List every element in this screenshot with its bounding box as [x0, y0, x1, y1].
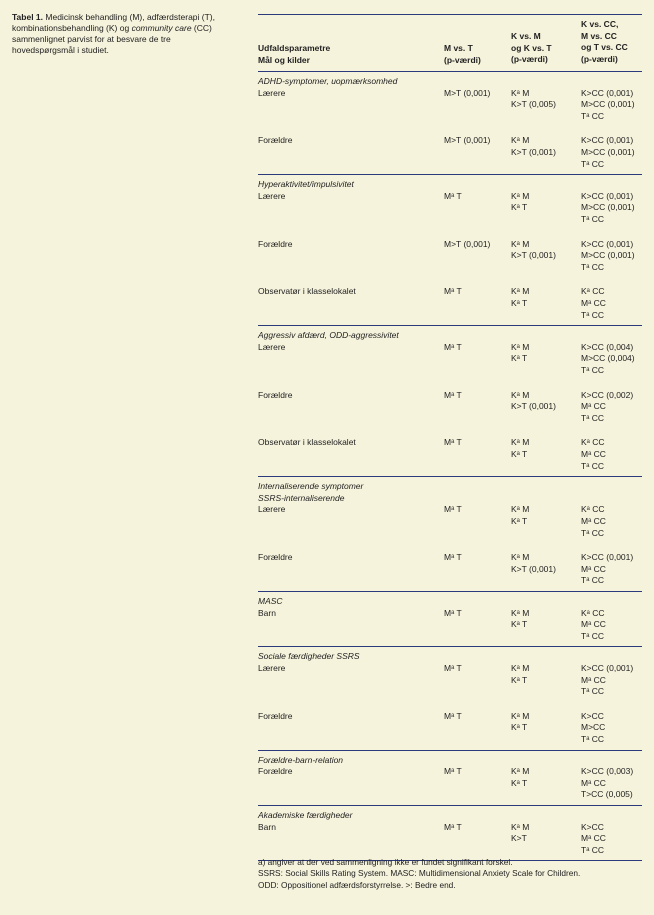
comparison-table — [258, 14, 642, 861]
k-vs-m-t-cell — [511, 286, 529, 309]
m-vs-t-cell — [444, 608, 462, 620]
table-body — [258, 72, 642, 861]
row-label: Barn — [258, 607, 276, 618]
k-vs-m-t-cell-line: Kᵃ M — [511, 766, 530, 777]
caption-text: Medicinsk behandling (M), adfærdsterapi (T), kombinationsbehandling (K) og — [12, 12, 215, 33]
header-outcome — [258, 43, 330, 66]
vs-cc-cell-line: Tᵃ CC — [581, 460, 604, 471]
section-title: MASC — [258, 595, 283, 606]
vs-cc-cell-line: M>CC (0,001) — [581, 202, 635, 213]
k-vs-m-t-cell-line: Kᵃ T — [511, 777, 528, 788]
m-vs-t-cell-line: Mᵃ T — [444, 662, 462, 673]
table-section — [258, 647, 642, 750]
vs-cc-cell-line: M>CC (0,001) — [581, 250, 635, 261]
vs-cc-cell-line: Kᵃ CC — [581, 504, 605, 515]
table-row — [258, 239, 642, 287]
footnote: a) angiver at der ved sammenligning ikke er fundet signifikant forskel. — [258, 857, 513, 867]
table-section — [258, 592, 642, 647]
section-title: Sociale færdigheder SSRS — [258, 651, 360, 662]
k-vs-m-t-cell-line: Kᵃ M — [511, 135, 530, 146]
k-vs-m-t-cell — [511, 711, 529, 734]
table-row — [258, 390, 642, 438]
k-vs-m-t-cell — [511, 135, 556, 158]
m-vs-t-cell-line: Mᵃ T — [444, 766, 462, 777]
k-vs-m-t-cell-line: Kᵃ T — [511, 353, 528, 364]
k-vs-m-t-cell-line: Kᵃ T — [511, 297, 528, 308]
m-vs-t-cell — [444, 191, 462, 203]
vs-cc-cell-line: K>CC (0,004) — [581, 341, 634, 352]
k-vs-m-t-cell-line: Kᵃ M — [511, 437, 530, 448]
row-label: Forældre — [258, 135, 293, 146]
row-label: Barn — [258, 821, 276, 832]
vs-cc-cell — [581, 437, 606, 472]
vs-cc-cell — [581, 766, 633, 801]
table-row — [258, 822, 642, 857]
k-vs-m-t-cell-line: Kᵃ M — [511, 662, 530, 673]
table-row — [258, 766, 642, 801]
m-vs-t-cell-line: Mᵃ T — [444, 504, 462, 515]
table-row — [258, 711, 642, 746]
table-row — [258, 552, 642, 587]
vs-cc-cell-line: Kᵃ CC — [581, 437, 605, 448]
vs-cc-cell-line: Tᵃ CC — [581, 158, 604, 169]
vs-cc-cell-line: K>CC (0,001) — [581, 238, 634, 249]
vs-cc-cell — [581, 663, 633, 698]
header-k-vs-m — [511, 31, 552, 66]
vs-cc-cell-line: Tᵃ CC — [581, 527, 604, 538]
vs-cc-cell-line: T>CC (0,005) — [581, 789, 633, 800]
row-label: Forældre — [258, 710, 293, 721]
table-section — [258, 72, 642, 175]
m-vs-t-cell-line: Mᵃ T — [444, 710, 462, 721]
vs-cc-cell — [581, 711, 605, 746]
k-vs-m-t-cell-line: Kᵃ T — [511, 619, 528, 630]
k-vs-m-t-cell-line: Kᵃ M — [511, 389, 530, 400]
k-vs-m-t-cell-line: Kᵃ T — [511, 722, 528, 733]
vs-cc-cell-line: Tᵃ CC — [581, 309, 604, 320]
vs-cc-cell-line: Tᵃ CC — [581, 261, 604, 272]
m-vs-t-cell-line: Mᵃ T — [444, 190, 462, 201]
vs-cc-cell — [581, 552, 633, 587]
vs-cc-cell-line: Mᵃ CC — [581, 777, 606, 788]
vs-cc-cell-line: K>CC (0,002) — [581, 389, 634, 400]
m-vs-t-cell-line: Mᵃ T — [444, 552, 462, 563]
table-row — [258, 504, 642, 552]
caption-text-end: (CC) sammenlignet parvist for at besvare de tre hovedspørgsmål i studiet. — [12, 23, 212, 55]
m-vs-t-cell — [444, 504, 462, 516]
row-label: Observatør i klasselokalet — [258, 437, 356, 448]
m-vs-t-cell — [444, 135, 490, 147]
vs-cc-cell — [581, 88, 635, 123]
k-vs-m-t-cell — [511, 342, 529, 365]
k-vs-m-t-cell-line: Kᵃ M — [511, 286, 530, 297]
vs-cc-cell — [581, 504, 606, 539]
caption-italic: community care — [131, 23, 192, 33]
m-vs-t-cell-line: Mᵃ T — [444, 389, 462, 400]
vs-cc-cell-line: K>CC — [581, 710, 604, 721]
m-vs-t-cell — [444, 437, 462, 449]
m-vs-t-cell-line: Mᵃ T — [444, 437, 462, 448]
table-row — [258, 135, 642, 170]
vs-cc-cell — [581, 342, 635, 377]
m-vs-t-cell — [444, 239, 490, 251]
row-label: Lærere — [258, 341, 286, 352]
m-vs-t-cell-line: Mᵃ T — [444, 341, 462, 352]
header-k-vs-m-line: (p-værdi) — [511, 54, 548, 65]
vs-cc-cell-line: Mᵃ CC — [581, 297, 606, 308]
k-vs-m-t-cell-line: K>T (0,005) — [511, 99, 556, 110]
table-row — [258, 437, 642, 472]
vs-cc-cell-line: Mᵃ CC — [581, 833, 606, 844]
k-vs-m-t-cell — [511, 88, 556, 111]
k-vs-m-t-cell — [511, 552, 556, 575]
header-vs-cc-line: (p-værdi) — [581, 53, 618, 64]
vs-cc-cell-line: Tᵃ CC — [581, 364, 604, 375]
m-vs-t-cell — [444, 552, 462, 564]
footnote: SSRS: Social Skills Rating System. MASC: Multidimensional Anxiety Scale for Children. — [258, 868, 581, 879]
vs-cc-cell-line: M>CC (0,004) — [581, 353, 635, 364]
k-vs-m-t-cell-line: K>T (0,001) — [511, 563, 556, 574]
header-vs-cc-line: M vs. CC — [581, 30, 617, 41]
table-section — [258, 326, 642, 477]
table-row — [258, 88, 642, 136]
table-section — [258, 806, 642, 861]
header-m-vs-t-line: (p-værdi) — [444, 54, 481, 65]
section-title: Aggressiv afdærd, ODD-aggressivitet — [258, 330, 399, 341]
vs-cc-cell-line: K>CC (0,001) — [581, 552, 634, 563]
k-vs-m-t-cell-line: K>T (0,001) — [511, 401, 556, 412]
section-title: SSRS-internaliserende — [258, 492, 345, 503]
table-row — [258, 663, 642, 711]
vs-cc-cell-line: Mᵃ CC — [581, 448, 606, 459]
k-vs-m-t-cell — [511, 390, 556, 413]
vs-cc-cell — [581, 135, 635, 170]
footnote: ODD: Oppositionel adfærdsforstyrrelse. >: Bedre end. — [258, 879, 456, 890]
vs-cc-cell-line: K>CC (0,001) — [581, 87, 634, 98]
k-vs-m-t-cell-line: Kᵃ T — [511, 202, 528, 213]
k-vs-m-t-cell-line: Kᵃ M — [511, 821, 530, 832]
vs-cc-cell-line: K>CC (0,001) — [581, 135, 634, 146]
vs-cc-cell-line: K>CC (0,001) — [581, 662, 634, 673]
m-vs-t-cell — [444, 88, 490, 100]
row-label: Forældre — [258, 552, 293, 563]
k-vs-m-t-cell-line: Kᵃ T — [511, 448, 528, 459]
k-vs-m-t-cell-line: Kᵃ M — [511, 190, 530, 201]
k-vs-m-t-cell — [511, 437, 529, 460]
header-k-vs-m-line: og K vs. T — [511, 42, 552, 53]
k-vs-m-t-cell — [511, 822, 529, 845]
m-vs-t-cell — [444, 390, 462, 402]
k-vs-m-t-cell-line: K>T (0,001) — [511, 250, 556, 261]
row-label: Lærere — [258, 190, 286, 201]
table-caption — [12, 12, 234, 56]
k-vs-m-t-cell-line: Kᵃ M — [511, 710, 530, 721]
header-outcome-line: Mål og kilder — [258, 54, 310, 65]
k-vs-m-t-cell-line: Kᵃ M — [511, 552, 530, 563]
k-vs-m-t-cell — [511, 504, 529, 527]
vs-cc-cell-line: M>CC (0,001) — [581, 146, 635, 157]
vs-cc-cell-line: Mᵃ CC — [581, 515, 606, 526]
k-vs-m-t-cell-line: Kᵃ M — [511, 341, 530, 352]
row-label: Forældre — [258, 389, 293, 400]
vs-cc-cell — [581, 390, 633, 425]
header-vs-cc-line: og T vs. CC — [581, 42, 628, 53]
k-vs-m-t-cell-line: Kᵃ T — [511, 515, 528, 526]
caption-label: Tabel 1. — [12, 12, 44, 22]
section-title: Forældre-barn-relation — [258, 754, 344, 765]
k-vs-m-t-cell — [511, 766, 529, 789]
footnotes — [258, 857, 642, 891]
k-vs-m-t-cell-line: Kᵃ T — [511, 674, 528, 685]
k-vs-m-t-cell — [511, 239, 556, 262]
vs-cc-cell-line: Mᵃ CC — [581, 401, 606, 412]
header-vs-cc-line: K vs. CC, — [581, 19, 619, 29]
vs-cc-cell-line: Mᵃ CC — [581, 619, 606, 630]
vs-cc-cell-line: Tᵃ CC — [581, 686, 604, 697]
header-m-vs-t-line: M vs. T — [444, 43, 473, 53]
section-title: ADHD-symptomer, uopmærksomhed — [258, 76, 398, 86]
vs-cc-cell-line: Mᵃ CC — [581, 674, 606, 685]
vs-cc-cell-line: K>CC (0,003) — [581, 766, 634, 777]
table-section — [258, 175, 642, 326]
vs-cc-cell-line: Tᵃ CC — [581, 213, 604, 224]
m-vs-t-cell — [444, 822, 462, 834]
vs-cc-cell — [581, 286, 606, 321]
k-vs-m-t-cell — [511, 608, 529, 631]
k-vs-m-t-cell-line: Kᵃ M — [511, 504, 530, 515]
vs-cc-cell-line: M>CC (0,001) — [581, 99, 635, 110]
row-label: Lærere — [258, 504, 286, 515]
section-title: Internaliserende symptomer — [258, 481, 364, 492]
m-vs-t-cell-line: M>T (0,001) — [444, 135, 491, 146]
header-vs-cc — [581, 19, 628, 65]
k-vs-m-t-cell-line: Kᵃ M — [511, 87, 530, 98]
m-vs-t-cell — [444, 342, 462, 354]
table-header — [258, 14, 642, 72]
vs-cc-cell-line: Tᵃ CC — [581, 110, 604, 121]
vs-cc-cell-line: M>CC — [581, 722, 606, 733]
m-vs-t-cell — [444, 711, 462, 723]
section-title: Akademiske færdigheder — [258, 809, 353, 820]
vs-cc-cell — [581, 608, 606, 643]
m-vs-t-cell-line: M>T (0,001) — [444, 87, 491, 98]
section-title: Hyperaktivitet/impulsivitet — [258, 179, 354, 190]
table-section — [258, 751, 642, 806]
vs-cc-cell-line: Kᵃ CC — [581, 607, 605, 618]
m-vs-t-cell-line: M>T (0,001) — [444, 238, 491, 249]
table-row — [258, 191, 642, 239]
table-row — [258, 608, 642, 643]
header-outcome-line: Udfaldsparametre — [258, 43, 331, 53]
m-vs-t-cell — [444, 766, 462, 778]
header-k-vs-m-line: K vs. M — [511, 31, 541, 41]
row-label: Forældre — [258, 238, 293, 249]
vs-cc-cell-line: K>CC (0,001) — [581, 190, 634, 201]
k-vs-m-t-cell-line: K>T — [511, 833, 527, 844]
table-row — [258, 286, 642, 321]
vs-cc-cell-line: Tᵃ CC — [581, 844, 604, 855]
k-vs-m-t-cell-line: Kᵃ M — [511, 238, 530, 249]
vs-cc-cell — [581, 239, 635, 274]
table-section — [258, 477, 642, 592]
header-m-vs-t — [444, 43, 481, 66]
vs-cc-cell-line: Tᵃ CC — [581, 733, 604, 744]
vs-cc-cell-line: Mᵃ CC — [581, 563, 606, 574]
k-vs-m-t-cell — [511, 663, 529, 686]
vs-cc-cell-line: Kᵃ CC — [581, 286, 605, 297]
vs-cc-cell-line: K>CC — [581, 821, 604, 832]
m-vs-t-cell — [444, 663, 462, 675]
vs-cc-cell — [581, 822, 606, 857]
vs-cc-cell-line: Tᵃ CC — [581, 630, 604, 641]
row-label: Observatør i klasselokalet — [258, 286, 356, 297]
vs-cc-cell-line: Tᵃ CC — [581, 412, 604, 423]
k-vs-m-t-cell-line: K>T (0,001) — [511, 146, 556, 157]
k-vs-m-t-cell — [511, 191, 529, 214]
m-vs-t-cell-line: Mᵃ T — [444, 607, 462, 618]
row-label: Lærere — [258, 662, 286, 673]
row-label: Forældre — [258, 766, 293, 777]
row-label: Lærere — [258, 87, 286, 98]
m-vs-t-cell-line: Mᵃ T — [444, 286, 462, 297]
vs-cc-cell — [581, 191, 635, 226]
vs-cc-cell-line: Tᵃ CC — [581, 575, 604, 586]
m-vs-t-cell-line: Mᵃ T — [444, 821, 462, 832]
k-vs-m-t-cell-line: Kᵃ M — [511, 607, 530, 618]
m-vs-t-cell — [444, 286, 462, 298]
table-row — [258, 342, 642, 390]
